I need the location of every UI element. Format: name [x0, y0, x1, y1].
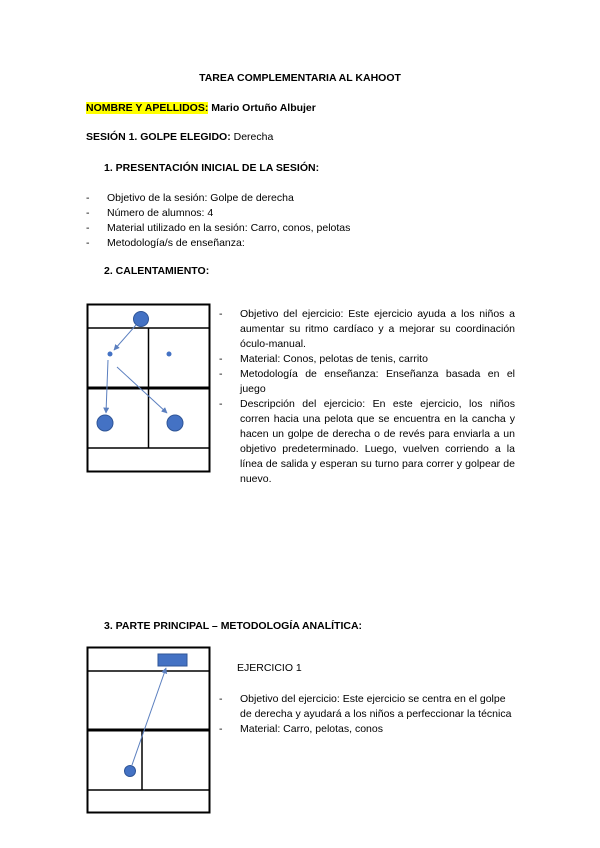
ball-marker	[167, 352, 172, 357]
player-marker	[125, 766, 136, 777]
list-item: - Material utilizado en la sesión: Carro, conos, pelotas	[86, 221, 406, 236]
name-value: Mario Ortuño Albujer	[211, 102, 316, 114]
list-item: - Material: Conos, pelotas de tenis, carrito	[219, 352, 515, 367]
player-marker	[97, 415, 113, 431]
section1-heading: 1. PRESENTACIÓN INICIAL DE LA SESIÓN:	[104, 162, 320, 174]
target-marker	[158, 654, 187, 666]
ball-marker	[108, 352, 113, 357]
list-item: - Objetivo del ejercicio: Este ejercicio ayuda a los niños a aumentar su ritmo cardíaco y a mejorar su coordinación óculo-manual.	[219, 307, 515, 352]
session-label: SESIÓN 1. GOLPE ELEGIDO:	[86, 131, 231, 143]
list-item: - Descripción del ejercicio: En este ejercicio, los niños corren hacia una pelota que se encuentra en la cancha y hacen un golpe de derecha o de revés para enviarla a un objetivo predeterminado. Luego, vuelven corriendo a la línea de salida y esperan su turno para correr y golpear de nuevo.	[219, 397, 515, 487]
section3-list	[219, 692, 515, 737]
session-value: Derecha	[233, 131, 274, 143]
document-title: TAREA COMPLEMENTARIA AL KAHOOT	[199, 72, 401, 84]
list-item: - Objetivo del ejercicio: Este ejercicio se centra en el golpe de derecha y ayudará a los niños a perfeccionar la técnica	[219, 692, 515, 722]
list-item: - Material: Carro, pelotas, conos	[219, 722, 515, 737]
name-label: NOMBRE Y APELLIDOS:	[86, 102, 209, 114]
player-marker	[134, 312, 149, 327]
session-line	[86, 131, 273, 143]
list-item: - Metodología/s de enseñanza:	[86, 236, 406, 251]
section2-heading: 2. CALENTAMIENTO:	[104, 265, 210, 277]
name-line	[86, 102, 316, 114]
player-marker	[167, 415, 183, 431]
exercise-title: EJERCICIO 1	[237, 662, 302, 674]
exercise1-court-diagram	[86, 646, 211, 814]
section2-list	[219, 307, 515, 487]
warmup-court-diagram	[86, 303, 211, 473]
list-item: - Objetivo de la sesión: Golpe de derecha	[86, 191, 406, 206]
section1-list	[86, 191, 406, 251]
list-item: - Metodología de enseñanza: Enseñanza basada en el juego	[219, 367, 515, 397]
section3-heading: 3. PARTE PRINCIPAL – METODOLOGÍA ANALÍTICA:	[104, 620, 363, 632]
list-item: - Número de alumnos: 4	[86, 206, 406, 221]
